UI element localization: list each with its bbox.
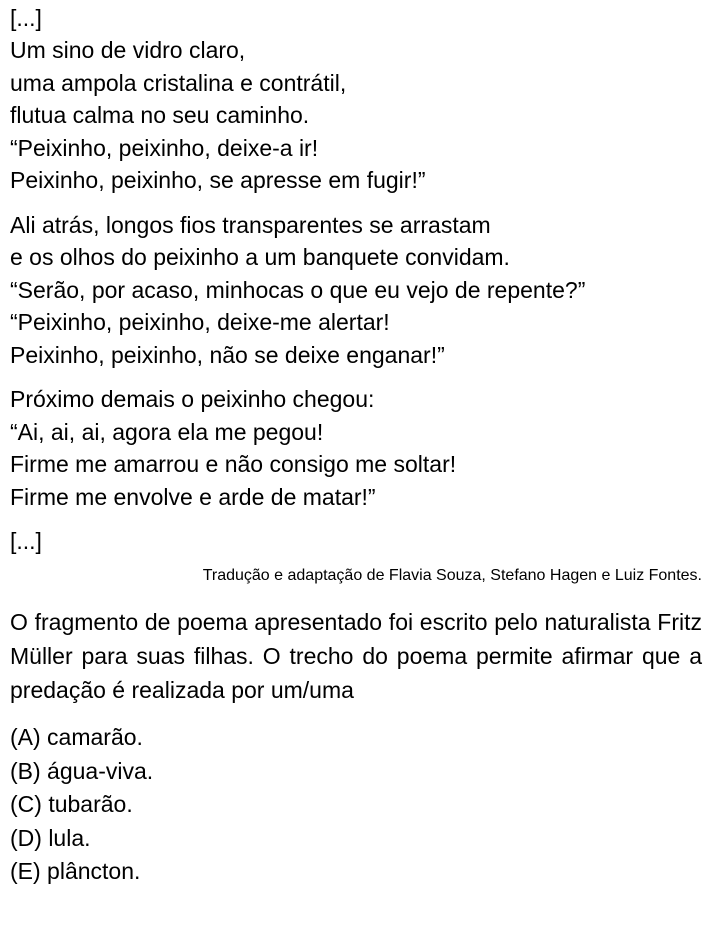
translation-credit: Tradução e adaptação de Flavia Souza, Stefano Hagen e Luiz Fontes. — [202, 567, 702, 584]
ellipsis-start: [...] — [10, 5, 42, 31]
poem-line: “Ai, ai, ai, agora ela me pegou! — [10, 418, 324, 445]
poem-line: Peixinho, peixinho, se apresse em fugir!” — [10, 167, 426, 193]
option-e[interactable]: (E) plâncton. — [10, 858, 141, 884]
poem-stanza-2 — [10, 209, 702, 372]
poem-line: flutua calma no seu caminho. — [10, 102, 310, 128]
exam-question — [10, 0, 702, 889]
option-d[interactable]: (D) lula. — [10, 824, 91, 851]
poem-line: “Peixinho, peixinho, deixe-me alertar! — [10, 309, 390, 335]
poem-line: Peixinho, peixinho, não se deixe enganar!” — [10, 341, 445, 368]
poem-line: Firme me envolve e arde de matar!” — [10, 483, 376, 510]
poem-line: Ali atrás, longos fios transparentes se arrastam — [10, 211, 491, 238]
poem-line: “Serão, por acaso, minhocas o que eu vejo de repente?” — [10, 276, 586, 303]
poem-line: “Peixinho, peixinho, deixe-a ir! — [10, 134, 319, 161]
option-b[interactable]: (B) água-viva. — [10, 757, 154, 784]
poem-line: Próximo demais o peixinho chegou: — [10, 386, 375, 412]
option-c[interactable]: (C) tubarão. — [10, 791, 133, 817]
option-a[interactable]: (A) camarão. — [10, 724, 143, 750]
poem-stanza-3 — [10, 383, 702, 513]
poem-line: e os olhos do peixinho a um banquete convidam. — [10, 244, 510, 270]
question-stem: O fragmento de poema apresentado foi escrito pelo naturalista Fritz Müller para suas filhas. O trecho do poema permite afirmar que a predação é realizada por um/uma — [10, 609, 702, 703]
answer-options — [10, 721, 702, 889]
poem-line: Um sino de vidro claro, — [10, 37, 246, 63]
poem-line: uma ampola cristalina e contrátil, — [10, 69, 347, 96]
poem-line: Firme me amarrou e não consigo me soltar! — [10, 451, 457, 477]
ellipsis-end: [...] — [10, 528, 42, 554]
poem-stanza-1 — [10, 34, 702, 197]
